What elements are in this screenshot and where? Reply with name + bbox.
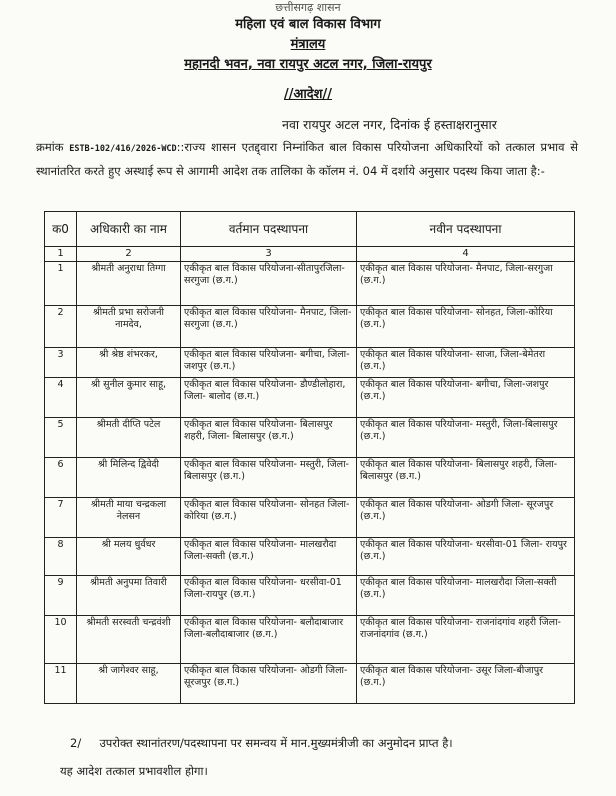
col-header-new: नवीन पदस्थापना bbox=[357, 212, 575, 247]
row-sn: 3 bbox=[45, 348, 77, 378]
order-title: //आदेश// bbox=[283, 87, 333, 102]
current-posting: एकीकृत बाल विकास परियोजना- ओडगी जिला-सूरजपुर (छ.ग.) bbox=[181, 664, 357, 704]
new-posting: एकीकृत बाल विकास परियोजना- सोनहत, जिला-कोरिया (छ.ग.) bbox=[357, 306, 575, 348]
col-number: 1 bbox=[45, 247, 77, 262]
table-row bbox=[45, 616, 575, 664]
new-posting: एकीकृत बाल विकास परियोजना- धरसीवा-01 जिला- रायपुर (छ.ग.) bbox=[357, 538, 575, 576]
row-sn: 11 bbox=[45, 664, 77, 704]
col-header-sn: क0 bbox=[45, 212, 77, 247]
transfer-table bbox=[44, 211, 575, 704]
ref-number: ESTB-102/416/2026-WCD bbox=[69, 144, 177, 154]
col-number: 4 bbox=[357, 247, 575, 262]
col-header-current: वर्तमान पदस्थापना bbox=[181, 212, 357, 247]
row-sn: 9 bbox=[45, 576, 77, 616]
officer-name: श्री मिलिन्द द्विवेदी bbox=[77, 458, 181, 498]
current-posting: एकीकृत बाल विकास परियोजना- मैनपाट, जिला-सरगुजा (छ.ग.) bbox=[181, 306, 357, 348]
state-heading: छत्तीसगढ़ शासन bbox=[275, 1, 341, 14]
officer-name: श्रीमती माया चन्द्रकला नेलसन bbox=[77, 498, 181, 538]
new-posting: एकीकृत बाल विकास परियोजना- साजा, जिला-बेमेतरा (छ.ग.) bbox=[357, 348, 575, 378]
table-header-row bbox=[45, 212, 575, 247]
table-row bbox=[45, 378, 575, 418]
new-posting: एकीकृत बाल विकास परियोजना- मैनपाट, जिला-सरगुजा (छ.ग.) bbox=[357, 262, 575, 306]
effective-statement: यह आदेश तत्काल प्रभावशील होगा। bbox=[60, 764, 208, 778]
current-posting: एकीकृत बाल विकास परियोजना- सोनहत जिला-कोरिया (छ.ग.) bbox=[181, 498, 357, 538]
current-posting: एकीकृत बाल विकास परियोजना-सीतापुरजिला- सरगुजा (छ.ग.) bbox=[181, 262, 357, 306]
current-posting: एकीकृत बाल विकास परियोजना- मालखरौदा जिला-सक्ती (छ.ग.) bbox=[181, 538, 357, 576]
current-posting: एकीकृत बाल विकास परियोजना- बिलासपुर शहरी, जिला- बिलासपुर (छ.ग.) bbox=[181, 418, 357, 458]
col-number: 2 bbox=[77, 247, 181, 262]
officer-name: श्री जागेश्वर साहू, bbox=[77, 664, 181, 704]
row-sn: 10 bbox=[45, 616, 77, 664]
col-header-name: अधिकारी का नाम bbox=[77, 212, 181, 247]
officer-name: श्रीमती प्रभा सरोजनी नामदेव, bbox=[77, 306, 181, 348]
approval-paragraph bbox=[70, 736, 580, 751]
row-sn: 6 bbox=[45, 458, 77, 498]
new-posting: एकीकृत बाल विकास परियोजना- ओडगी जिला- सूरजपुर (छ.ग.) bbox=[357, 498, 575, 538]
new-posting: एकीकृत बाल विकास परियोजना- मस्तुरी, जिला-बिलासपुर (छ.ग.) bbox=[357, 418, 575, 458]
officer-name: श्रीमती दीप्ति पटेल bbox=[77, 418, 181, 458]
paragraph-number: 2/ bbox=[70, 736, 82, 750]
table-row bbox=[45, 262, 575, 306]
row-sn: 5 bbox=[45, 418, 77, 458]
table-row bbox=[45, 538, 575, 576]
table-row bbox=[45, 348, 575, 378]
officer-name: श्री सुनील कुमार साहू, bbox=[77, 378, 181, 418]
table-row bbox=[45, 418, 575, 458]
col-number: 3 bbox=[181, 247, 357, 262]
ref-label: क्रमांक bbox=[36, 140, 64, 154]
current-posting: एकीकृत बाल विकास परियोजना- डौण्डीलोहारा, जिला- बालोद (छ.ग.) bbox=[181, 378, 357, 418]
row-sn: 1 bbox=[45, 262, 77, 306]
officer-name: श्री मलय धुर्वधर bbox=[77, 538, 181, 576]
office-heading: मंत्रालय bbox=[290, 37, 326, 52]
department-heading: महिला एवं बाल विकास विभाग bbox=[235, 17, 381, 32]
approval-text: उपरोक्त स्थानांतरण/पदस्थापना पर समन्वय में मान.मुख्यमंत्रीजी का अनुमोदन प्राप्त है। bbox=[99, 736, 453, 750]
current-posting: एकीकृत बाल विकास परियोजना- बलौदाबाजार जिला-बलौदाबाजार (छ.ग.) bbox=[181, 616, 357, 664]
officer-name: श्रीमती अनुराधा तिग्गा bbox=[77, 262, 181, 306]
table-row bbox=[45, 458, 575, 498]
new-posting: एकीकृत बाल विकास परियोजना- राजनांदगांव शहरी जिला- राजनांदगांव (छ.ग.) bbox=[357, 616, 575, 664]
new-posting: एकीकृत बाल विकास परियोजना- उसूर जिला-बीजापुर (छ.ग.) bbox=[357, 664, 575, 704]
table-row bbox=[45, 306, 575, 348]
current-posting: एकीकृत बाल विकास परियोजना- धरसीवा-01 जिला-रायपुर (छ.ग.) bbox=[181, 576, 357, 616]
intro-text: ::राज्य शासन एतद्द्वारा निम्नांकित बाल विकास परियोजना अधिकारियों को तत्काल प्रभाव से स्थानांतरित करते हुए अस्थाई रूप से आगामी आदेश तक तालिका के कॉलम नं. 04 में दर्शाये अनुसार पदस्थ किया जाता है:- bbox=[36, 140, 578, 178]
row-sn: 7 bbox=[45, 498, 77, 538]
table-row bbox=[45, 576, 575, 616]
row-sn: 4 bbox=[45, 378, 77, 418]
officer-name: श्रीमती अनुपमा तिवारी bbox=[77, 576, 181, 616]
table-row bbox=[45, 498, 575, 538]
new-posting: एकीकृत बाल विकास परियोजना- बिलासपुर शहरी, जिला- बिलासपुर (छ.ग.) bbox=[357, 458, 575, 498]
row-sn: 8 bbox=[45, 538, 77, 576]
officer-name: श्री श्रेष्ठ शंभरकर, bbox=[77, 348, 181, 378]
intro-paragraph bbox=[36, 136, 578, 182]
current-posting: एकीकृत बाल विकास परियोजना- बगीचा, जिला-जशपुर (छ.ग.) bbox=[181, 348, 357, 378]
address-heading: महानदी भवन, नवा रायपुर अटल नगर, जिला-रायपुर bbox=[184, 57, 432, 72]
officer-name: श्रीमती सरस्वती चन्द्रवंशी bbox=[77, 616, 181, 664]
table-row bbox=[45, 664, 575, 704]
dateline: नवा रायपुर अटल नगर, दिनांक ई हस्ताक्षरानुसार bbox=[282, 117, 497, 132]
row-sn: 2 bbox=[45, 306, 77, 348]
new-posting: एकीकृत बाल विकास परियोजना- बगीचा, जिला-जशपुर (छ.ग.) bbox=[357, 378, 575, 418]
column-number-row bbox=[45, 247, 575, 262]
new-posting: एकीकृत बाल विकास परियोजना- मालखरौदा जिला-सक्ती (छ.ग.) bbox=[357, 576, 575, 616]
current-posting: एकीकृत बाल विकास परियोजना- मस्तुरी, जिला-बिलासपुर (छ.ग.) bbox=[181, 458, 357, 498]
